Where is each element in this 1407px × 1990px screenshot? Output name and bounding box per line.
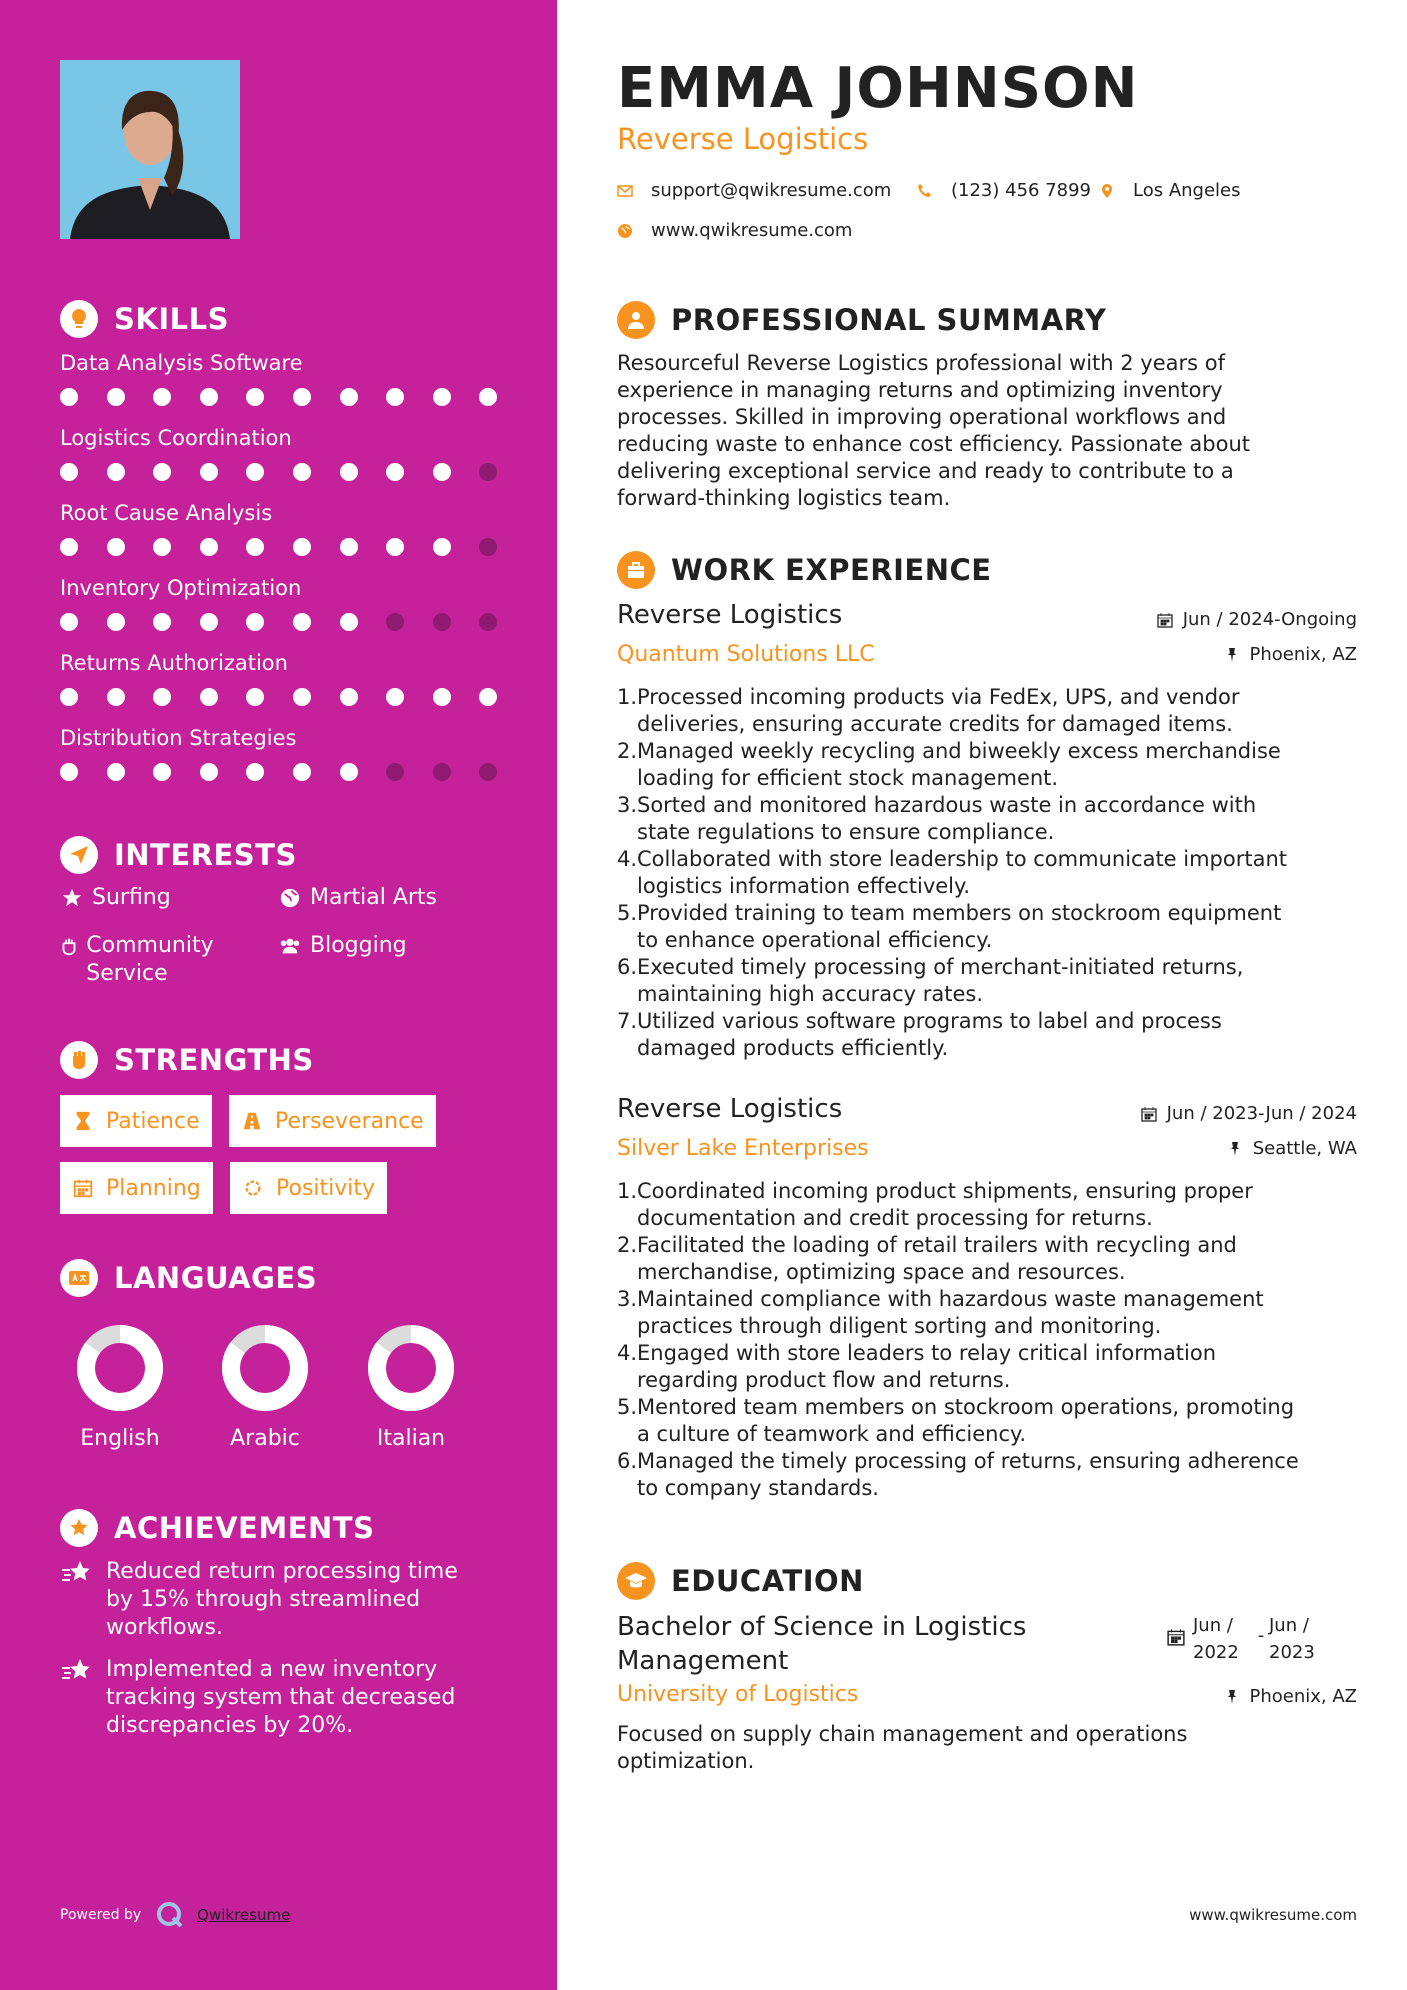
skill-dot — [246, 463, 264, 481]
skills-title: SKILLS — [114, 302, 229, 336]
calendar-icon — [1157, 611, 1175, 629]
skill-dot — [107, 763, 125, 781]
strengths-title: STRENGTHS — [114, 1043, 314, 1077]
skill-rating — [60, 536, 510, 558]
strength-chip — [60, 1162, 213, 1214]
skill-dot — [60, 463, 78, 481]
powered-by-label: Powered by — [60, 1907, 142, 1923]
skill-dot — [293, 463, 311, 481]
skill-dot — [200, 463, 218, 481]
skill-name: Data Analysis Software — [60, 351, 303, 375]
skill-dot — [246, 613, 264, 631]
language-donut — [221, 1324, 309, 1412]
contact-location — [1099, 180, 1241, 201]
skill-dot — [386, 538, 404, 556]
skill-dot — [340, 613, 358, 631]
envelope-icon — [617, 182, 635, 200]
job-bullet: 1. Processed incoming products via FedEx, UPS, and vendor deliveries, ensuring accurate credits for damaged items. — [617, 685, 1240, 736]
users-icon — [276, 932, 304, 960]
skill-name: Root Cause Analysis — [60, 501, 273, 525]
achievements-title: ACHIEVEMENTS — [114, 1511, 375, 1545]
skill-name: Inventory Optimization — [60, 576, 302, 600]
skill-item — [60, 723, 510, 783]
job-dates — [1157, 609, 1357, 630]
strength-label: Planning — [106, 1175, 201, 1201]
skill-dot — [479, 763, 497, 781]
skill-dot — [153, 463, 171, 481]
start-month: Jun / — [1193, 1615, 1233, 1636]
skill-dot — [246, 388, 264, 406]
skill-dot — [433, 613, 451, 631]
start-year: 2022 — [1193, 1642, 1239, 1663]
interest-item — [58, 884, 171, 912]
education-desc-line: Focused on supply chain management and operations — [617, 1722, 1188, 1746]
job-title: Reverse Logistics — [617, 1094, 843, 1124]
skill-dot — [433, 538, 451, 556]
summary-text — [617, 350, 1347, 512]
lightbulb-icon — [60, 300, 98, 338]
skill-dot — [433, 688, 451, 706]
skill-dot — [153, 688, 171, 706]
shooting-star-icon — [60, 1558, 96, 1588]
contact-phone[interactable] — [917, 180, 1091, 201]
job-location — [1224, 644, 1358, 665]
footer-website[interactable]: www.qwikresume.com — [1189, 1906, 1357, 1924]
sidebar — [0, 0, 557, 1990]
degree-line: Management — [617, 1646, 789, 1676]
summary-header — [617, 300, 1106, 340]
person-image — [60, 60, 240, 239]
job-bullet: 2. Facilitated the loading of retail trailers with recycling and merchandise, optimizing space and resources. — [617, 1233, 1237, 1284]
achievements-header — [60, 1507, 374, 1549]
education-start — [1193, 1612, 1253, 1666]
education-location-text: Phoenix, AZ — [1249, 1686, 1357, 1707]
skill-dot — [200, 613, 218, 631]
language-item — [55, 1324, 185, 1451]
interest-label: Community Service — [86, 933, 214, 986]
skill-dot — [479, 388, 497, 406]
contact-email[interactable] — [617, 180, 891, 201]
pin-icon — [1227, 1140, 1245, 1158]
skill-dot — [200, 763, 218, 781]
job-bullets — [617, 684, 1357, 1062]
language-donut — [367, 1324, 455, 1412]
skill-dot — [479, 538, 497, 556]
skill-item — [60, 498, 510, 558]
skill-dot — [293, 688, 311, 706]
skills-header — [60, 298, 229, 340]
skill-dot — [386, 688, 404, 706]
summary-line: forward-thinking logistics team. — [617, 486, 951, 510]
skill-dot — [340, 538, 358, 556]
skill-dot — [153, 538, 171, 556]
job-location — [1227, 1138, 1357, 1159]
email-text: support@qwikresume.com — [651, 180, 892, 201]
shooting-star-icon — [60, 1656, 96, 1686]
skill-item — [60, 423, 510, 483]
interest-item — [276, 884, 437, 912]
company-name: Silver Lake Enterprises — [617, 1136, 869, 1161]
job-bullet: 6. Executed timely processing of merchant-initiated returns, maintaining high accuracy rates. — [617, 955, 1244, 1006]
phone-icon — [917, 182, 935, 200]
strengths-header — [60, 1039, 314, 1081]
skill-dot — [433, 463, 451, 481]
skill-dot — [200, 538, 218, 556]
skill-rating — [60, 461, 510, 483]
skill-dot — [433, 763, 451, 781]
education-desc-line: optimization. — [617, 1749, 755, 1773]
skill-dot — [60, 763, 78, 781]
language-name: Italian — [376, 1426, 446, 1451]
skill-item — [60, 573, 510, 633]
summary-line: reducing waste to enhance cost efficiency. Passionate about — [617, 432, 1251, 456]
interest-label: Surfing — [92, 885, 171, 910]
phone-text: (123) 456 7899 — [951, 180, 1092, 201]
qwikresume-link[interactable]: Qwikresume — [197, 1906, 291, 1924]
experience-title: WORK EXPERIENCE — [671, 553, 992, 587]
skill-dot — [107, 688, 125, 706]
skill-dot — [386, 463, 404, 481]
qwikresume-logo-icon — [155, 1900, 185, 1930]
candidate-name: EMMA JOHNSON — [617, 56, 1139, 121]
language-name: Arabic — [230, 1426, 300, 1451]
skill-dot — [386, 763, 404, 781]
skill-item — [60, 348, 510, 408]
skill-name: Logistics Coordination — [60, 426, 292, 450]
job-bullet: 6. Managed the timely processing of returns, ensuring adherence to company standards. — [617, 1449, 1299, 1500]
fist-icon — [60, 1041, 98, 1079]
skill-dot — [153, 613, 171, 631]
star-icon — [58, 884, 86, 912]
skill-dot — [246, 688, 264, 706]
skill-rating — [60, 386, 510, 408]
skill-dot — [340, 688, 358, 706]
skill-dot — [153, 388, 171, 406]
skill-dot — [153, 763, 171, 781]
star-burst-icon — [60, 1509, 98, 1547]
skill-dot — [246, 763, 264, 781]
skill-dot — [246, 538, 264, 556]
strength-label: Positivity — [276, 1175, 376, 1201]
strength-chip — [229, 1095, 436, 1147]
language-icon — [60, 1259, 98, 1297]
summary-line: experience in managing returns and optimizing inventory — [617, 378, 1223, 402]
profile-photo — [60, 60, 240, 239]
job-dates-text: Jun / 2023-Jun / 2024 — [1166, 1103, 1357, 1124]
pin-icon — [1224, 646, 1242, 664]
graduation-cap-icon — [617, 1562, 655, 1600]
job-title: Reverse Logistics — [617, 600, 843, 630]
job-bullet: 5. Mentored team members on stockroom operations, promoting a culture of teamwork and efficiency. — [617, 1395, 1295, 1446]
pin-icon — [1224, 1688, 1242, 1706]
road-icon — [239, 1108, 265, 1134]
strength-label: Patience — [106, 1108, 200, 1134]
paper-plane-icon — [60, 836, 98, 874]
candidate-role: Reverse Logistics — [617, 122, 869, 156]
education-location — [1224, 1686, 1358, 1707]
languages-title: LANGUAGES — [114, 1261, 318, 1295]
achievement-text: Implemented a new inventory tracking system that decreased discrepancies by 20%. — [106, 1657, 456, 1738]
skill-dot — [60, 613, 78, 631]
languages-header — [60, 1257, 317, 1299]
skill-name: Distribution Strategies — [60, 726, 297, 750]
skill-dot — [107, 538, 125, 556]
interests-header — [60, 834, 297, 876]
hourglass-icon — [70, 1108, 96, 1134]
globe-icon — [617, 222, 635, 240]
language-item — [346, 1324, 476, 1451]
skill-dot — [293, 613, 311, 631]
job-bullet: 7. Utilized various software programs to label and process damaged products efficiently. — [617, 1009, 1222, 1060]
skill-dot — [386, 388, 404, 406]
sun-icon — [240, 1175, 266, 1201]
skill-rating — [60, 686, 510, 708]
skill-dot — [60, 688, 78, 706]
education-description — [617, 1721, 1347, 1775]
experience-header — [617, 550, 992, 590]
interests-title: INTERESTS — [114, 838, 297, 872]
calendar-icon — [1141, 1105, 1159, 1123]
job-bullet: 4. Engaged with store leaders to relay critical information regarding product flow and returns. — [617, 1341, 1217, 1392]
achievement-text: Reduced return processing time by 15% through streamlined workflows. — [106, 1559, 458, 1640]
end-month: Jun / — [1269, 1615, 1309, 1636]
job-dates-text: Jun / 2024-Ongoing — [1182, 609, 1357, 630]
website-text: www.qwikresume.com — [651, 220, 853, 241]
main-content — [617, 0, 1357, 1990]
education-dates — [1167, 1612, 1329, 1666]
summary-title: PROFESSIONAL SUMMARY — [671, 303, 1107, 337]
job-bullet: 1. Coordinated incoming product shipments, ensuring proper documentation and credit processing for returns. — [617, 1179, 1253, 1230]
skill-dot — [200, 388, 218, 406]
skill-name: Returns Authorization — [60, 651, 288, 675]
strength-chip — [230, 1162, 387, 1214]
job-bullet: 3. Maintained compliance with hazardous waste management practices through diligent sorting and monitoring. — [617, 1287, 1264, 1338]
skill-dot — [200, 688, 218, 706]
achievement-item — [60, 1656, 480, 1740]
skill-dot — [433, 388, 451, 406]
job-bullet: 2. Managed weekly recycling and biweekly excess merchandise loading for efficient stock management. — [617, 739, 1281, 790]
briefcase-icon — [617, 551, 655, 589]
powered-by — [60, 1900, 290, 1930]
calendar-icon — [70, 1175, 96, 1201]
language-name: English — [80, 1426, 160, 1451]
strength-label: Perseverance — [275, 1108, 424, 1134]
skill-dot — [293, 538, 311, 556]
job-bullet: 4. Collaborated with store leadership to communicate important logistics information effectively. — [617, 847, 1288, 898]
summary-line: processes. Skilled in improving operational workflows and — [617, 405, 1227, 429]
skill-dot — [107, 388, 125, 406]
skill-dot — [340, 388, 358, 406]
date-separator: - — [1257, 1625, 1265, 1646]
education-title: EDUCATION — [671, 1564, 864, 1598]
summary-line: Resourceful Reverse Logistics professional with 2 years of — [617, 351, 1226, 375]
skill-dot — [479, 613, 497, 631]
skill-dot — [340, 463, 358, 481]
achievement-item — [60, 1558, 480, 1642]
skill-dot — [293, 763, 311, 781]
education-end — [1269, 1612, 1329, 1666]
interest-label: Martial Arts — [310, 885, 438, 910]
map-pin-icon — [1099, 182, 1117, 200]
skill-dot — [107, 613, 125, 631]
degree-title — [617, 1610, 1137, 1678]
job-dates — [1141, 1103, 1357, 1124]
school-name: University of Logistics — [617, 1682, 859, 1707]
job-location-text: Seattle, WA — [1252, 1138, 1357, 1159]
language-item — [200, 1324, 330, 1451]
skill-dot — [60, 388, 78, 406]
globe-icon — [276, 884, 304, 912]
education-header — [617, 1561, 864, 1601]
calendar-icon — [1167, 1628, 1185, 1646]
skill-dot — [386, 613, 404, 631]
skill-dot — [479, 688, 497, 706]
degree-line: Bachelor of Science in Logistics — [617, 1612, 1027, 1642]
hand-icon — [58, 932, 80, 960]
strength-chip — [60, 1095, 212, 1147]
skill-dot — [107, 463, 125, 481]
skill-dot — [340, 763, 358, 781]
skill-item — [60, 648, 510, 708]
interest-item — [58, 932, 258, 988]
job-bullet: 5. Provided training to team members on stockroom equipment to enhance operational efficiency. — [617, 901, 1282, 952]
end-year: 2023 — [1269, 1642, 1315, 1663]
interest-item — [276, 932, 407, 960]
user-icon — [617, 301, 655, 339]
skill-rating — [60, 611, 510, 633]
skill-dot — [479, 463, 497, 481]
location-text: Los Angeles — [1133, 180, 1241, 201]
summary-line: delivering exceptional service and ready to contribute to a — [617, 459, 1234, 483]
job-bullets — [617, 1178, 1357, 1502]
skill-dot — [293, 388, 311, 406]
contact-website[interactable] — [617, 220, 852, 241]
skill-dot — [60, 538, 78, 556]
company-name: Quantum Solutions LLC — [617, 642, 875, 667]
job-location-text: Phoenix, AZ — [1249, 644, 1357, 665]
job-bullet: 3. Sorted and monitored hazardous waste in accordance with state regulations to ensure compliance. — [617, 793, 1257, 844]
skill-rating — [60, 761, 510, 783]
language-donut — [76, 1324, 164, 1412]
interest-label: Blogging — [310, 933, 407, 958]
